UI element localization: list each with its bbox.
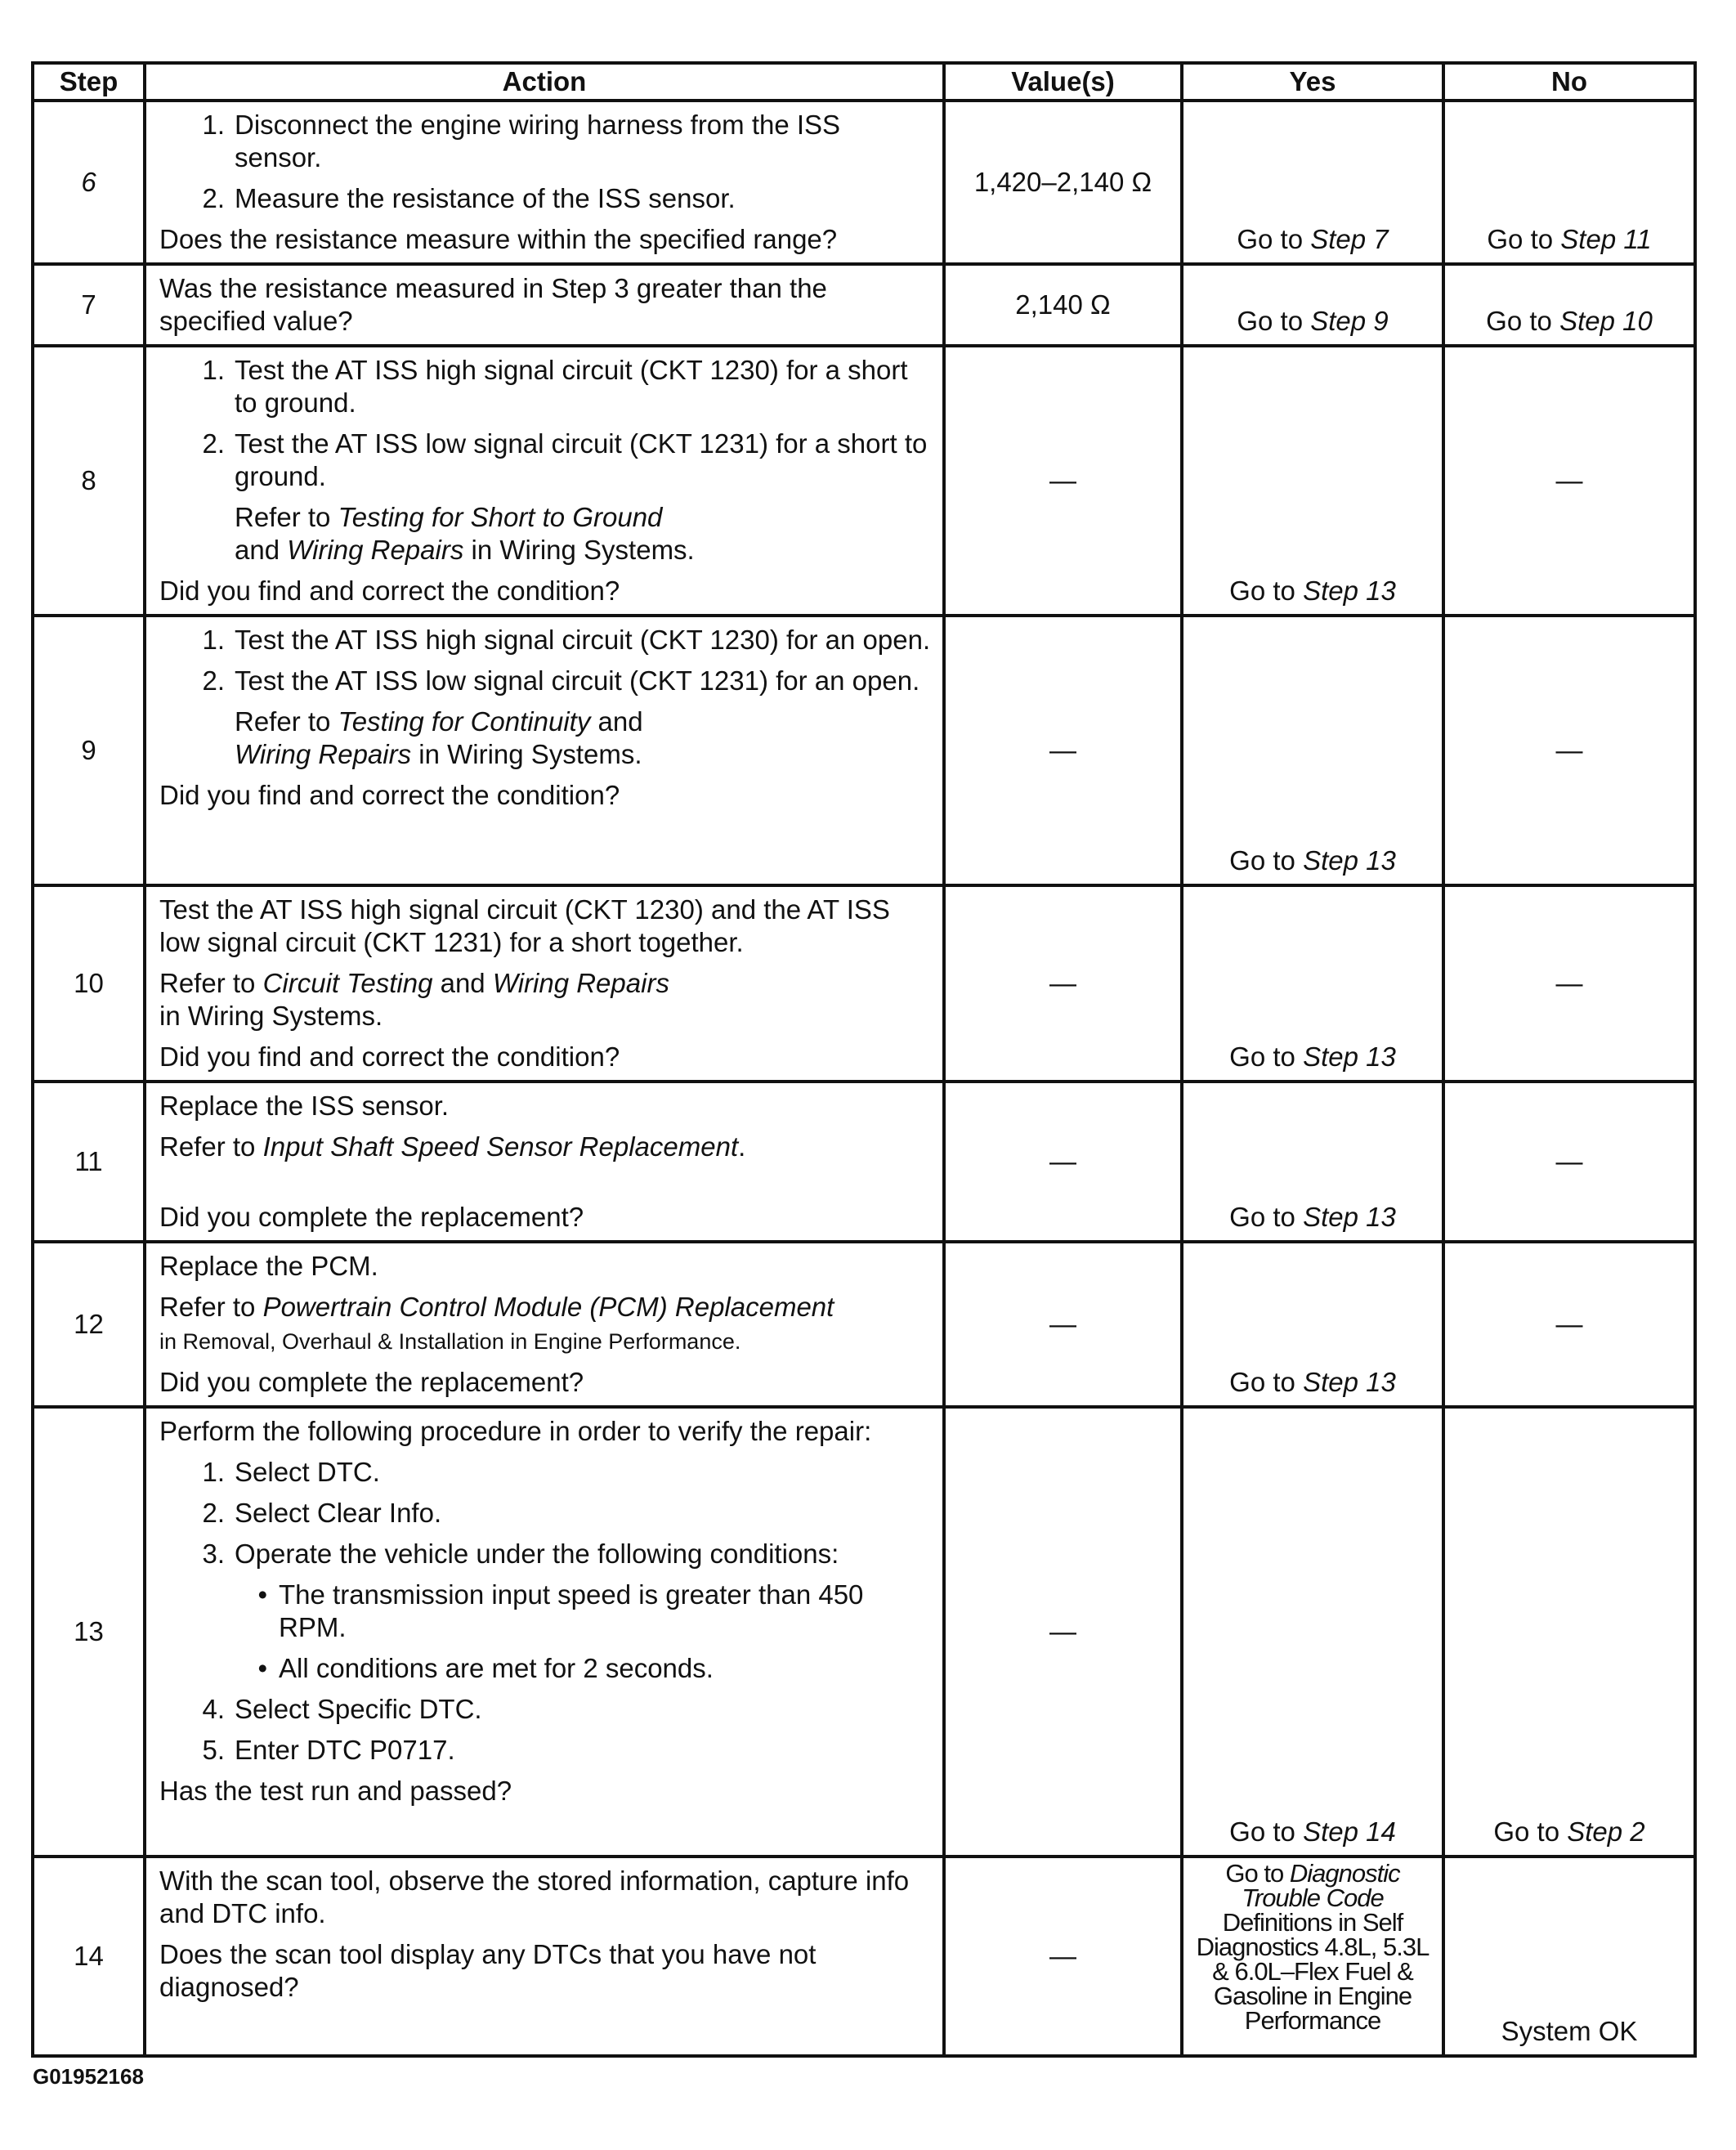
reference-text: Refer to Input Shaft Speed Sensor Replacement. xyxy=(159,1131,746,1162)
yes-cell: Go to Step 13 xyxy=(1182,1082,1443,1242)
list-item: 2. Select Clear Info. xyxy=(202,1498,442,1528)
no-cell: — xyxy=(1443,616,1695,885)
list-item: 3. Operate the vehicle under the following conditions: xyxy=(202,1539,839,1569)
yes-cell: Go to Step 13 xyxy=(1182,346,1443,616)
action-question: Did you complete the replacement? xyxy=(159,1367,584,1397)
diagnostic-table xyxy=(31,61,1697,2058)
step-number: 11 xyxy=(33,1082,145,1242)
value-cell: 1,420–2,140 Ω xyxy=(944,101,1182,264)
no-cell: Go to Step 2 xyxy=(1443,1407,1695,1857)
diagnostic-table-sheet xyxy=(31,61,1693,2058)
no-cell: — xyxy=(1443,1082,1695,1242)
step-number: 14 xyxy=(33,1857,145,2056)
value-cell: — xyxy=(944,1407,1182,1857)
action-cell xyxy=(145,264,944,346)
header-action: Action xyxy=(145,63,944,101)
value-cell: — xyxy=(944,1857,1182,2056)
value-cell: — xyxy=(944,1082,1182,1242)
step-number: 9 xyxy=(33,616,145,885)
table-row xyxy=(33,346,1695,616)
action-cell xyxy=(145,1242,944,1407)
table-row xyxy=(33,264,1695,346)
no-cell: Go to Step 11 xyxy=(1443,101,1695,264)
step-number: 6 xyxy=(33,101,145,264)
action-text: Replace the PCM. xyxy=(159,1251,378,1281)
list-item: 1. Select DTC. xyxy=(202,1457,380,1487)
step-number: 10 xyxy=(33,885,145,1082)
list-item: 1. Test the AT ISS high signal circuit (CKT 1230) for an open. xyxy=(202,625,931,655)
action-question: Did you find and correct the condition? xyxy=(159,780,620,810)
header-yes: Yes xyxy=(1182,63,1443,101)
action-text: Test the AT ISS high signal circuit (CKT 1230) and the AT ISS low signal circuit (CKT 1231) for a short together. xyxy=(159,894,890,957)
yes-cell: Go to Diagnostic Trouble Code Definitions in Self Diagnostics 4.8L, 5.3L & 6.0L–Flex Fuel & Gasoline in Engine Performance xyxy=(1182,1857,1443,2056)
no-cell: System OK xyxy=(1443,1857,1695,2056)
value-cell: — xyxy=(944,616,1182,885)
value-cell: — xyxy=(944,346,1182,616)
action-cell xyxy=(145,616,944,885)
yes-cell: Go to Step 13 xyxy=(1182,616,1443,885)
list-item: 2. Test the AT ISS low signal circuit (CKT 1231) for a short to ground. xyxy=(202,428,928,491)
yes-cell: Go to Step 9 xyxy=(1182,264,1443,346)
yes-cell: Go to Step 13 xyxy=(1182,1242,1443,1407)
table-row xyxy=(33,616,1695,885)
action-question: Did you find and correct the condition? xyxy=(159,1041,620,1072)
table-row xyxy=(33,1082,1695,1242)
action-question: Does the scan tool display any DTCs that you have not diagnosed? xyxy=(159,1939,817,2002)
yes-cell: Go to Step 7 xyxy=(1182,101,1443,264)
action-cell xyxy=(145,346,944,616)
action-cell xyxy=(145,1407,944,1857)
action-question: Has the test run and passed? xyxy=(159,1776,512,1806)
value-cell: 2,140 Ω xyxy=(944,264,1182,346)
reference-text: Refer to Powertrain Control Module (PCM) Replacement in Removal, Overhaul & Installation in Engine Performance. xyxy=(159,1292,834,1354)
no-cell: — xyxy=(1443,1242,1695,1407)
table-row xyxy=(33,1242,1695,1407)
action-question: Did you find and correct the condition? xyxy=(159,576,620,606)
yes-cell: Go to Step 14 xyxy=(1182,1407,1443,1857)
step-number: 7 xyxy=(33,264,145,346)
action-cell xyxy=(145,1082,944,1242)
step-number: 12 xyxy=(33,1242,145,1407)
table-row xyxy=(33,1407,1695,1857)
yes-cell: Go to Step 13 xyxy=(1182,885,1443,1082)
list-item: 1. Disconnect the engine wiring harness from the ISS sensor. xyxy=(202,110,841,172)
reference-text: Refer to Testing for Short to Ground and Wiring Repairs in Wiring Systems. xyxy=(235,502,695,565)
table-header-row xyxy=(33,63,1695,101)
action-cell xyxy=(145,101,944,264)
no-cell: — xyxy=(1443,885,1695,1082)
action-cell xyxy=(145,885,944,1082)
action-question: Does the resistance measure within the specified range? xyxy=(159,224,838,254)
bullet-item: • All conditions are met for 2 seconds. xyxy=(257,1653,714,1683)
action-text: Perform the following procedure in order to verify the repair: xyxy=(159,1416,872,1446)
table-row xyxy=(33,885,1695,1082)
figure-code: G01952168 xyxy=(33,2064,144,2089)
list-item: 1. Test the AT ISS high signal circuit (CKT 1230) for a short to ground. xyxy=(202,355,908,418)
list-item: 5. Enter DTC P0717. xyxy=(202,1735,455,1765)
table-row xyxy=(33,101,1695,264)
action-question: Was the resistance measured in Step 3 greater than the specified value? xyxy=(159,273,827,336)
no-cell: — xyxy=(1443,346,1695,616)
no-cell: Go to Step 10 xyxy=(1443,264,1695,346)
header-step: Step xyxy=(33,63,145,101)
header-values: Value(s) xyxy=(944,63,1182,101)
step-number: 8 xyxy=(33,346,145,616)
action-question: Did you complete the replacement? xyxy=(159,1202,584,1232)
table-row xyxy=(33,1857,1695,2056)
reference-text: Refer to Testing for Continuity and Wiring Repairs in Wiring Systems. xyxy=(235,706,643,769)
action-text: Replace the ISS sensor. xyxy=(159,1091,450,1121)
value-cell: — xyxy=(944,1242,1182,1407)
list-item: 4. Select Specific DTC. xyxy=(202,1694,482,1724)
list-item: 2. Measure the resistance of the ISS sensor. xyxy=(202,183,736,213)
value-cell: — xyxy=(944,885,1182,1082)
list-item: 2. Test the AT ISS low signal circuit (CKT 1231) for an open. xyxy=(202,665,920,696)
action-text: With the scan tool, observe the stored information, capture info and DTC info. xyxy=(159,1866,910,1928)
bullet-item: • The transmission input speed is greater than 450 RPM. xyxy=(257,1579,864,1642)
action-cell xyxy=(145,1857,944,2056)
header-no: No xyxy=(1443,63,1695,101)
reference-text: Refer to Circuit Testing and Wiring Repairs in Wiring Systems. xyxy=(159,968,669,1031)
step-number: 13 xyxy=(33,1407,145,1857)
